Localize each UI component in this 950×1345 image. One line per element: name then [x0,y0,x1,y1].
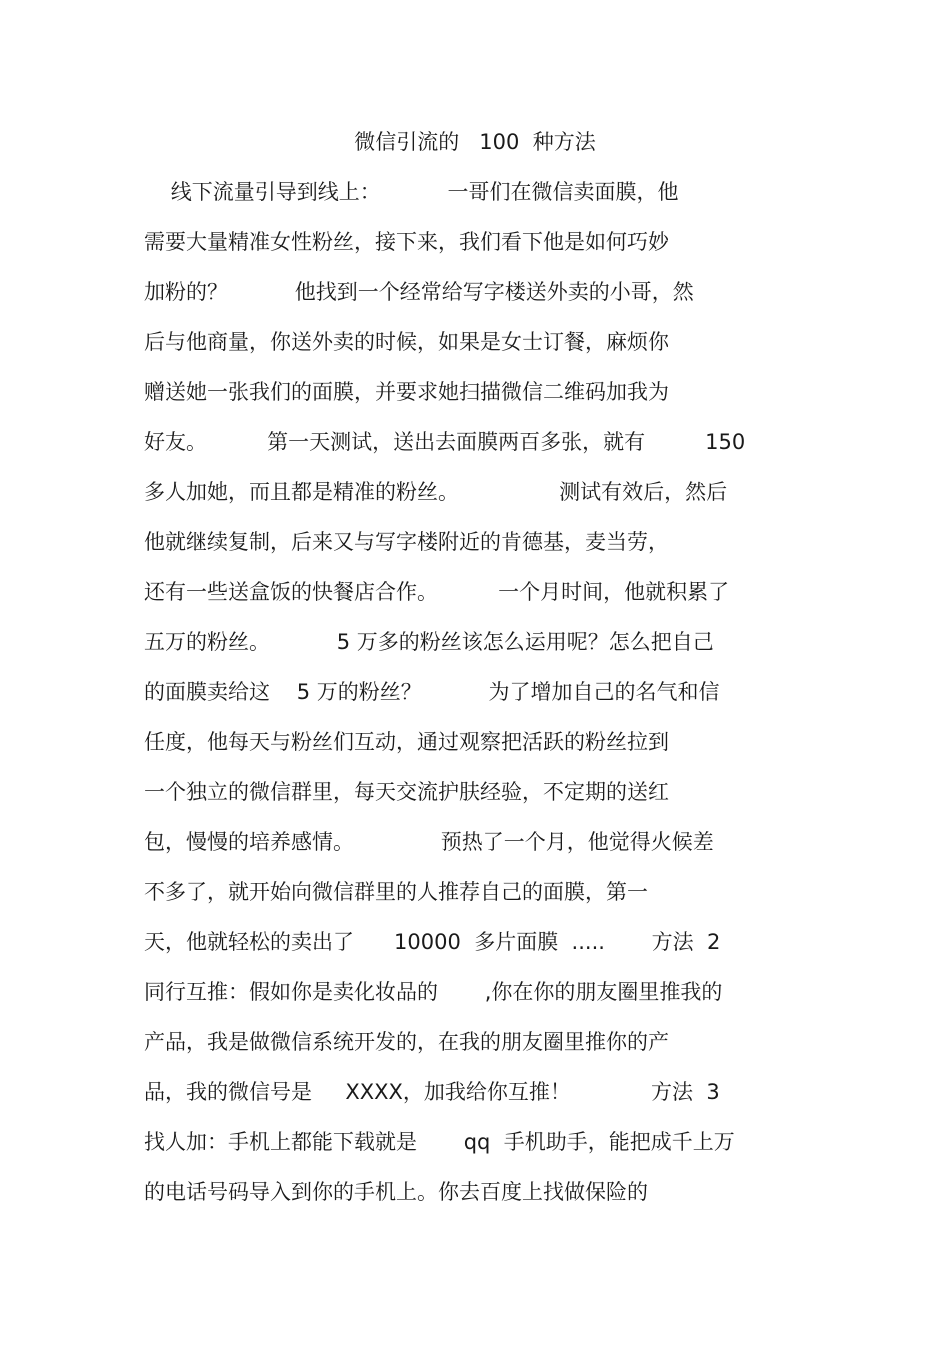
text-line: 多人加她，而且都是精准的粉丝。 测试有效后，然后 [144,480,728,504]
text-line: 找人加：手机上都能下载就是 qq 手机助手，能把成千上万 [144,1130,735,1154]
text-line: 不多了，就开始向微信群里的人推荐自己的面膜，第一 [144,880,648,904]
text-line: 品，我的微信号是 XXXX，加我给你互推！ 方法 3 [144,1080,720,1104]
text-line: 产品，我是做微信系统开发的，在我的朋友圈里推你的产 [144,1030,669,1054]
text-line: 他就继续复制，后来又与写字楼附近的肯德基，麦当劳， [144,530,669,554]
text-line: 五万的粉丝。 5 万多的粉丝该怎么运用呢？怎么把自己 [144,630,714,654]
text-line: 包，慢慢的培养感情。 预热了一个月，他觉得火候差 [144,830,714,854]
text-line: 线下流量引导到线上： 一哥们在微信卖面膜，他 [144,180,679,204]
text-line: 同行互推：假如你是卖化妆品的 ,你在你的朋友圈里推我的 [144,980,723,1004]
text-line: 好友。 第一天测试，送出去面膜两百多张，就有 150 [144,430,746,454]
text-line: 后与他商量，你送外卖的时候，如果是女士订餐，麻烦你 [144,330,669,354]
text-line: 的电话号码导入到你的手机上。你去百度上找做保险的 [144,1180,648,1204]
text-line: 任度，他每天与粉丝们互动，通过观察把活跃的粉丝拉到 [144,730,669,754]
text-line: 赠送她一张我们的面膜，并要求她扫描微信二维码加我为 [144,380,669,404]
text-line: 还有一些送盒饭的快餐店合作。 一个月时间，他就积累了 [144,580,730,604]
text-line: 的面膜卖给这 5 万的粉丝？ 为了增加自己的名气和信 [144,680,720,704]
text-line: 加粉的？ 他找到一个经常给写字楼送外卖的小哥，然 [144,280,694,304]
document-title: 微信引流的 100 种方法 [354,130,596,154]
text-line: 需要大量精准女性粉丝，接下来，我们看下他是如何巧妙 [144,230,669,254]
text-line: 天，他就轻松的卖出了 10000 多片面膜 ..... 方法 2 [144,930,721,954]
text-line: 一个独立的微信群里，每天交流护肤经验，不定期的送红 [144,780,669,804]
